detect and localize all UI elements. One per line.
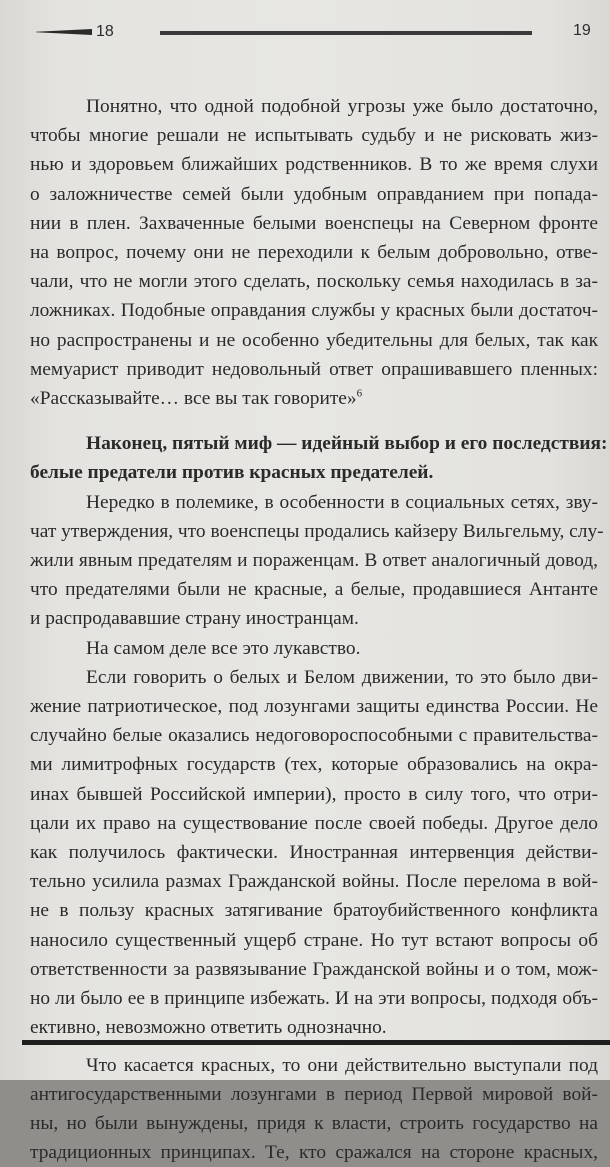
footer-rule	[22, 1040, 610, 1045]
text-line: что предателями были не красные, а белые, продавшиеся Антанте	[30, 575, 598, 604]
text-line: как получилось фактически. Иностранная интервенция действи-	[30, 838, 598, 867]
heading-line-1: Наконец, пятый миф — идейный выбор и его последствия:	[30, 429, 598, 458]
text-line: но ли было ее в принципе избежать. И на эти вопросы, подходя объ-	[30, 984, 598, 1013]
text-line: нью и здоровьем ближайших родственников. В то же время слухи	[30, 150, 598, 179]
text-line: Понятно, что одной подобной угрозы уже было достаточно,	[30, 92, 598, 121]
text-line: о заложничестве семей были удобным оправданием при попада-	[30, 180, 598, 209]
text-line: чтобы многие решали не испытывать судьбу и не рисковать жиз-	[30, 121, 598, 150]
text-line: Если говорить о белых и Белом движении, то это было дви-	[30, 663, 598, 692]
text-line: чат утверждения, что военспецы продались кайзеру Вильгельму, слу-	[30, 517, 598, 546]
header-center-rule	[160, 31, 532, 35]
text-line: жили явным предателям и пораженцам. В ответ аналогичный довод,	[30, 546, 598, 575]
paragraph-4	[30, 663, 598, 1043]
text-line: но распространены и не особенно убедительны для белых, так как	[30, 326, 598, 355]
footnote-marker: 6	[357, 388, 363, 400]
page-number-left: 18	[96, 23, 114, 41]
paragraph-5	[30, 1051, 598, 1167]
text-line: нии в плен. Захваченные белыми военспецы на Северном фронте	[30, 209, 598, 238]
text-line: не в пользу красных затягивание братоубийственного конфликта	[30, 896, 598, 925]
text-line: ны, но были вынуждены, придя к власти, строить государство на	[30, 1109, 598, 1138]
text-line-last: ективно, невозможно ответить однозначно.	[30, 1013, 598, 1042]
page-number-right: 19	[573, 22, 591, 40]
paragraph-3	[30, 634, 598, 663]
text-line: ми лимитрофных государств (тех, которые образовались на окра-	[30, 750, 598, 779]
section-heading	[30, 429, 598, 487]
quote-text: «Рассказывайте… все вы так говорите»	[30, 388, 357, 409]
paragraph-1	[30, 92, 598, 413]
header-left-rule	[36, 29, 92, 35]
text-line: цали их право на существование после своей победы. Другое дело	[30, 809, 598, 838]
text-line-last	[30, 384, 598, 413]
text-line-last: и распродававшие страну иностранцам.	[30, 604, 598, 633]
paragraph-2	[30, 488, 598, 634]
text-line: ответственности за развязывание Гражданской войны и о том, мож-	[30, 955, 598, 984]
text-line: чали, что не могли этого сделать, поскольку семья находилась в за-	[30, 267, 598, 296]
text-line: жение патриотическое, под лозунгами защиты единства России. Не	[30, 692, 598, 721]
page-header	[0, 20, 610, 46]
heading-line-2: белые предатели против красных предателей.	[30, 458, 598, 487]
text-line: случайно белые оказались недоговороспособными с правительства-	[30, 721, 598, 750]
text-line: ложниках. Подобные оправдания службы у красных были достаточ-	[30, 296, 598, 325]
text-line: на вопрос, почему они не переходили к белым добровольно, отве-	[30, 238, 598, 267]
text-line: На самом деле все это лукавство.	[30, 634, 598, 663]
text-line: традиционных принципах. Те, кто сражался на стороне красных,	[30, 1138, 598, 1167]
text-line: инах бывшей Российской империи), просто в силу того, что отри-	[30, 780, 598, 809]
text-line: Что касается красных, то они действительно выступали под	[30, 1051, 598, 1080]
text-line: мемуарист приводит недовольный ответ опрашивавшего пленных:	[30, 355, 598, 384]
text-line: тельно усилила размах Гражданской войны. После перелома в вой-	[30, 867, 598, 896]
text-line: Нередко в полемике, в особенности в социальных сетях, зву-	[30, 488, 598, 517]
page-body	[30, 92, 598, 1167]
text-line: антигосударственными лозунгами в период Первой мировой вой-	[30, 1080, 598, 1109]
text-line: наносило существенный ущерб стране. Но тут встают вопросы об	[30, 926, 598, 955]
